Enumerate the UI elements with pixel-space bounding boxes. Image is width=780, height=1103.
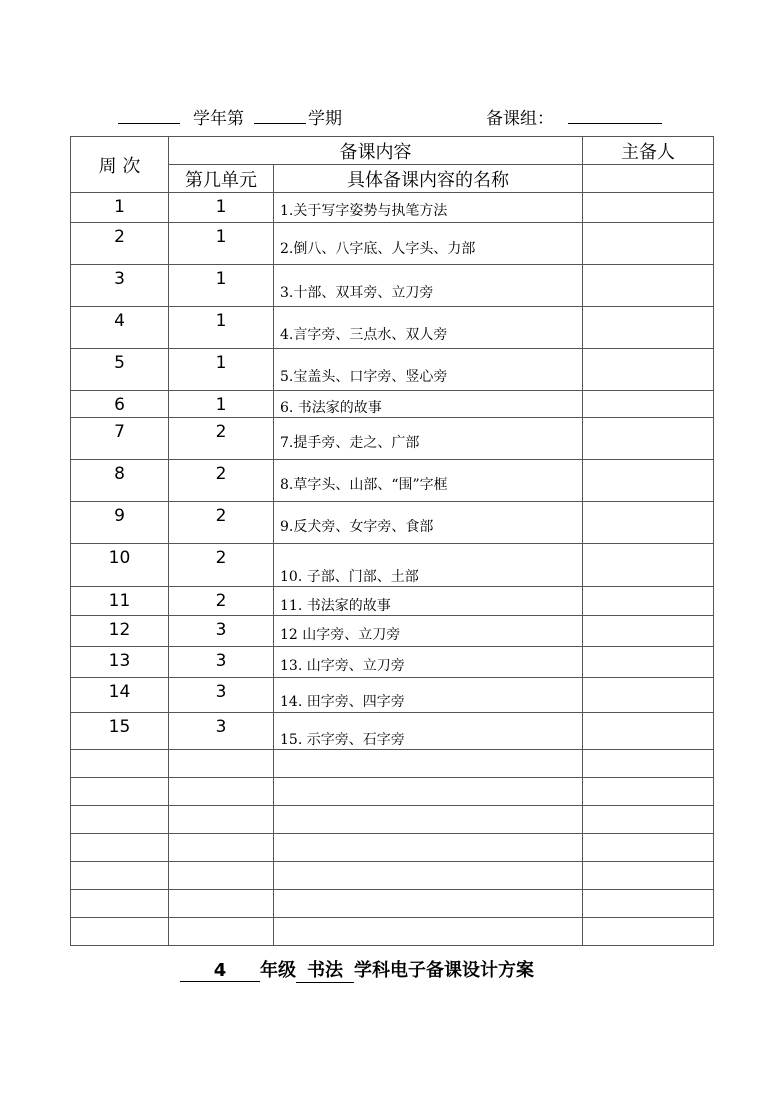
- week-cell: 5: [71, 349, 169, 391]
- empty-cell: [274, 890, 583, 918]
- table-row: [71, 502, 714, 544]
- unit-cell: 1: [169, 223, 274, 265]
- preparer-cell: [583, 587, 714, 616]
- preparer-cell: [583, 647, 714, 678]
- table-row: [71, 647, 714, 678]
- table-row: [71, 223, 714, 265]
- content-cell: 14. 田字旁、四字旁: [274, 678, 583, 713]
- preparer-cell: [583, 460, 714, 502]
- empty-cell: [274, 834, 583, 862]
- unit-cell: 1: [169, 193, 274, 223]
- week-cell: 9: [71, 502, 169, 544]
- week-cell: 6: [71, 391, 169, 418]
- week-cell: 15: [71, 713, 169, 750]
- title-suffix: 学科电子备课设计方案: [354, 960, 534, 981]
- week-cell: 11: [71, 587, 169, 616]
- empty-cell: [274, 778, 583, 806]
- unit-cell: 2: [169, 460, 274, 502]
- unit-cell: 1: [169, 265, 274, 307]
- semester-label: 学期: [308, 109, 342, 129]
- empty-row: [71, 918, 714, 946]
- unit-cell: 1: [169, 391, 274, 418]
- empty-cell: [169, 778, 274, 806]
- content-cell: 4.言字旁、三点水、双人旁: [274, 307, 583, 349]
- header-lesson-content: 备课内容: [169, 137, 583, 165]
- content-cell: 13. 山字旁、立刀旁: [274, 647, 583, 678]
- content-cell: 8.草字头、山部、“围”字框: [274, 460, 583, 502]
- empty-cell: [583, 806, 714, 834]
- empty-cell: [71, 750, 169, 778]
- empty-row: [71, 890, 714, 918]
- empty-row: [71, 834, 714, 862]
- table-row: [71, 460, 714, 502]
- week-cell: 13: [71, 647, 169, 678]
- document-title: [180, 956, 534, 983]
- empty-cell: [583, 750, 714, 778]
- academic-year-blank: [118, 104, 180, 124]
- preparer-cell: [583, 307, 714, 349]
- academic-year-label: 学年第: [193, 109, 244, 129]
- table-row: [71, 713, 714, 750]
- subject-value: 书法: [296, 956, 354, 983]
- empty-cell: [274, 750, 583, 778]
- empty-cell: [169, 750, 274, 778]
- preparer-cell: [583, 678, 714, 713]
- empty-cell: [71, 806, 169, 834]
- preparer-cell: [583, 265, 714, 307]
- content-cell: 2.倒八、八字底、人字头、力部: [274, 223, 583, 265]
- unit-cell: 1: [169, 307, 274, 349]
- preparer-cell: [583, 349, 714, 391]
- preparer-cell: [583, 391, 714, 418]
- week-cell: 10: [71, 544, 169, 587]
- empty-row: [71, 778, 714, 806]
- grade-value: 4: [180, 960, 260, 982]
- content-cell: 6. 书法家的故事: [274, 391, 583, 418]
- content-cell: 12 山字旁、立刀旁: [274, 616, 583, 647]
- table-row: [71, 349, 714, 391]
- table-row: [71, 193, 714, 223]
- content-cell: 1.关于写字姿势与执笔方法: [274, 193, 583, 223]
- empty-cell: [274, 806, 583, 834]
- header-content-name: 具体备课内容的名称: [274, 165, 583, 193]
- empty-cell: [71, 778, 169, 806]
- empty-cell: [583, 862, 714, 890]
- empty-cell: [169, 918, 274, 946]
- week-cell: 3: [71, 265, 169, 307]
- empty-cell: [583, 834, 714, 862]
- unit-cell: 2: [169, 544, 274, 587]
- page-header: [0, 104, 780, 130]
- content-cell: 11. 书法家的故事: [274, 587, 583, 616]
- table-row: [71, 616, 714, 647]
- preparer-cell: [583, 616, 714, 647]
- content-cell: 15. 示字旁、石字旁: [274, 713, 583, 750]
- content-cell: 9.反犬旁、女字旁、食部: [274, 502, 583, 544]
- week-cell: 7: [71, 418, 169, 460]
- empty-cell: [274, 918, 583, 946]
- unit-cell: 2: [169, 418, 274, 460]
- semester-blank: [254, 104, 306, 124]
- preparer-cell: [583, 193, 714, 223]
- empty-cell: [169, 890, 274, 918]
- content-cell: 7.提手旁、走之、广部: [274, 418, 583, 460]
- unit-cell: 3: [169, 616, 274, 647]
- week-cell: 2: [71, 223, 169, 265]
- table-row: [71, 678, 714, 713]
- content-cell: 5.宝盖头、口字旁、竖心旁: [274, 349, 583, 391]
- empty-row: [71, 806, 714, 834]
- header-week: 周 次: [71, 137, 169, 193]
- empty-cell: [71, 862, 169, 890]
- table-row: [71, 587, 714, 616]
- empty-cell: [169, 834, 274, 862]
- unit-cell: 2: [169, 502, 274, 544]
- content-cell: 3.十部、双耳旁、立刀旁: [274, 265, 583, 307]
- empty-cell: [169, 862, 274, 890]
- empty-cell: [583, 778, 714, 806]
- lesson-group-label: 备课组：: [486, 109, 554, 129]
- empty-cell: [71, 918, 169, 946]
- preparer-cell: [583, 713, 714, 750]
- header-preparer-blank: [583, 165, 714, 193]
- table-row: [71, 418, 714, 460]
- empty-cell: [274, 862, 583, 890]
- unit-cell: 3: [169, 678, 274, 713]
- header-unit: 第几单元: [169, 165, 274, 193]
- table-row: [71, 265, 714, 307]
- lesson-group-blank: [568, 104, 662, 124]
- preparer-cell: [583, 502, 714, 544]
- header-main-preparer: 主备人: [583, 137, 714, 165]
- unit-cell: 3: [169, 713, 274, 750]
- preparer-cell: [583, 223, 714, 265]
- week-cell: 4: [71, 307, 169, 349]
- week-cell: 14: [71, 678, 169, 713]
- preparer-cell: [583, 418, 714, 460]
- lesson-plan-table: [70, 136, 714, 946]
- unit-cell: 1: [169, 349, 274, 391]
- week-cell: 12: [71, 616, 169, 647]
- grade-label: 年级: [260, 960, 296, 981]
- empty-row: [71, 750, 714, 778]
- empty-cell: [169, 806, 274, 834]
- empty-cell: [583, 890, 714, 918]
- empty-cell: [71, 834, 169, 862]
- preparer-cell: [583, 544, 714, 587]
- empty-row: [71, 862, 714, 890]
- empty-cell: [71, 890, 169, 918]
- table-row: [71, 307, 714, 349]
- table-row: [71, 391, 714, 418]
- week-cell: 1: [71, 193, 169, 223]
- week-cell: 8: [71, 460, 169, 502]
- content-cell: 10. 子部、门部、土部: [274, 544, 583, 587]
- empty-cell: [583, 918, 714, 946]
- unit-cell: 2: [169, 587, 274, 616]
- unit-cell: 3: [169, 647, 274, 678]
- table-row: [71, 544, 714, 587]
